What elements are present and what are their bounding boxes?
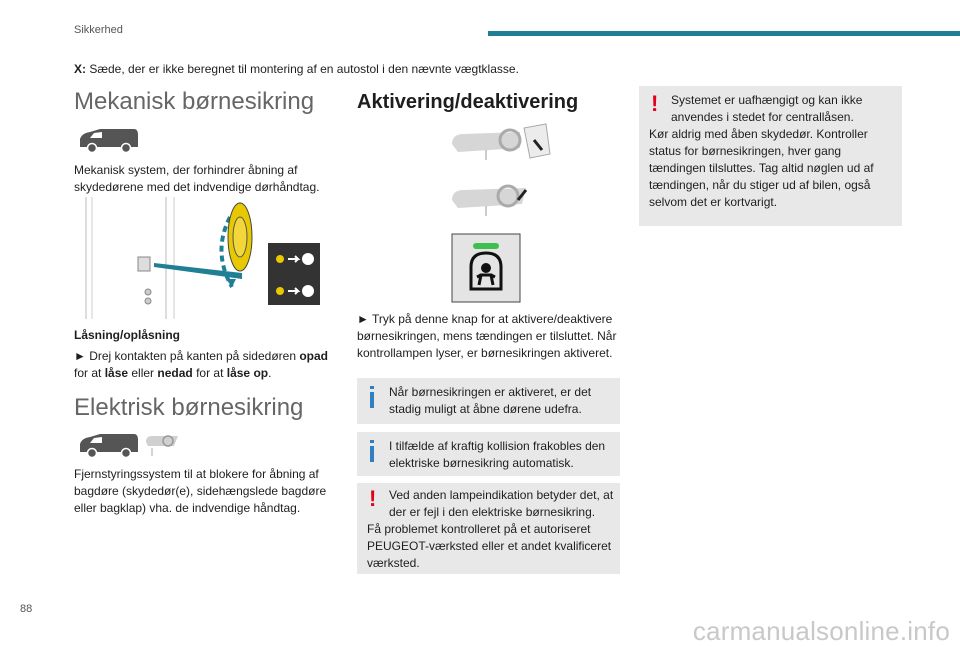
lock-unlock-subheading: Låsning/oplåsning bbox=[74, 328, 181, 342]
info-box-collision: I tilfælde af kraftig kollision frakobles den elektriske børnesikring automatisk. bbox=[357, 432, 620, 476]
dashboard-door-closed-illustration bbox=[450, 180, 530, 220]
electric-lock-title: Elektrisk børnesikring bbox=[74, 394, 304, 421]
warning-icon: ! bbox=[369, 486, 377, 511]
door-child-lock-illustration bbox=[82, 197, 322, 319]
note-text: Sæde, der er ikke beregnet til montering af en autostol i den nævnte vægtklasse. bbox=[86, 62, 519, 76]
steering-console-icon bbox=[144, 432, 180, 458]
section-header: Sikkerhed bbox=[74, 24, 123, 36]
child-lock-button-illustration bbox=[451, 233, 521, 303]
van-icon-electric bbox=[76, 432, 140, 458]
mechanical-description: Mekanisk system, der forhindrer åbning af skydedørene med det indvendige dørhåndtag. bbox=[74, 163, 320, 194]
watermark: carmanualsonline.info bbox=[692, 616, 950, 646]
warning-box-system: ! Systemet er uafhængigt og kan ikke anvendes i stedet for centrallåsen. Kør aldrig med åben skydedør. Kontroller status for børnesikringen, hver gang tændingen tilsluttes. Tag altid nøglen ud af tændingen, når du stiger ud af bilen, også selvom det er kortvarigt. bbox=[639, 86, 902, 226]
info-box-outside-open: Når børnesikringen er aktiveret, er det stadig muligt at åbne dørene udefra. bbox=[357, 378, 620, 424]
page-number: 88 bbox=[20, 603, 33, 615]
warning-icon: ! bbox=[651, 91, 659, 116]
mechanical-lock-title: Mekanisk børnesikring bbox=[74, 88, 315, 115]
note-prefix: X: bbox=[74, 62, 86, 76]
van-icon bbox=[76, 127, 140, 153]
electric-description: Fjernstyringssystem til at blokere for åbning af bagdøre (skydedør(e), sidehængslede bagdøre eller bagklap) vha. de indvendige håndtag. bbox=[74, 467, 327, 515]
seat-class-note bbox=[74, 62, 519, 76]
activation-title: Aktivering/deaktivering bbox=[357, 91, 579, 113]
dashboard-door-open-illustration bbox=[450, 122, 554, 164]
lock-unlock-instruction: ► Drej kontakten på kanten på sidedøren opad for at låse eller nedad for at låse op. bbox=[74, 349, 329, 380]
header-accent-bar bbox=[488, 31, 960, 36]
activation-instruction: ► Tryk på denne knap for at aktivere/deaktivere børnesikringen, mens tændingen er tilsluttet. Når kontrollampen lyser, er børnesikringen aktiveret. bbox=[357, 312, 617, 360]
warning-box-lamp-fault: ! Ved anden lampeindikation betyder det, at der er fejl i den elektriske børnesikring. Få problemet kontrolleret på et autoriseret PEUGEOT-værksted eller et andet kvalificeret værksted. bbox=[357, 483, 620, 574]
